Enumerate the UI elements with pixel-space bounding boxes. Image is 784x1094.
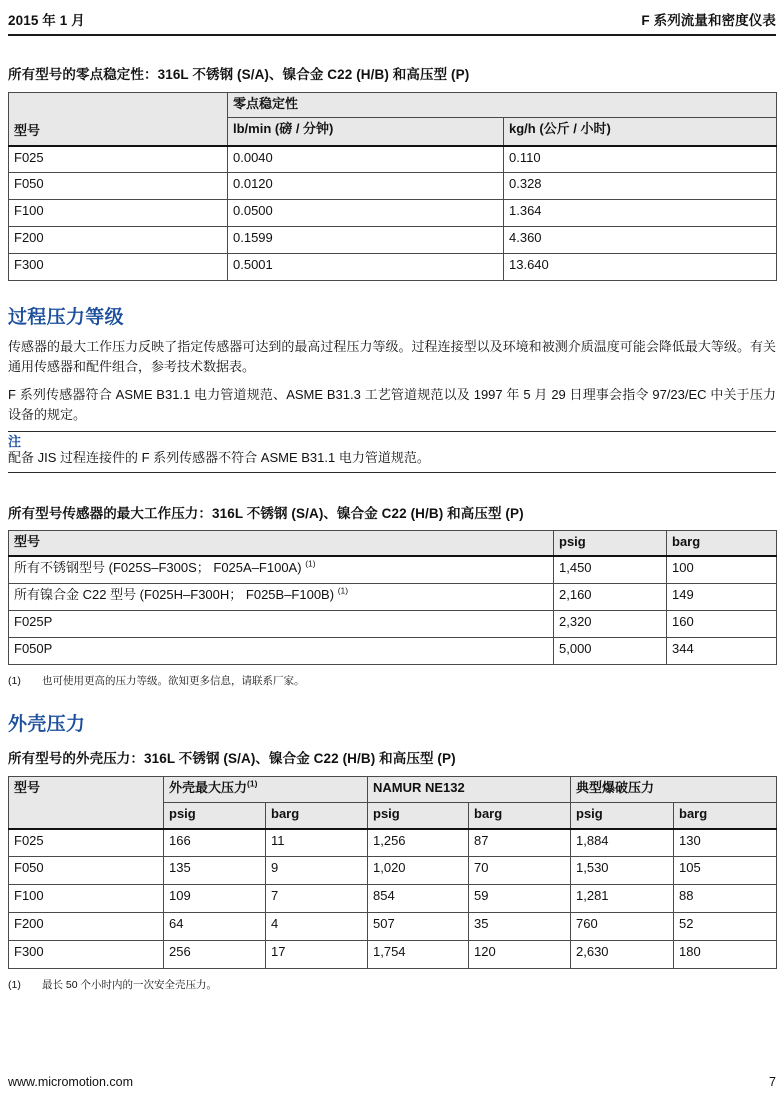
cell-kgh: 0.110: [504, 146, 777, 173]
cell-g3-psig: 1,884: [571, 829, 674, 857]
max-working-pressure-title: 所有型号传感器的最大工作压力：316L 不锈钢 (S/A)、镍合金 C22 (H/B) 和高压型 (P): [8, 505, 524, 521]
cell-g1-psig: 135: [164, 857, 266, 885]
col-header-psig: psig: [554, 530, 667, 556]
table-row: [9, 173, 777, 200]
cell-g3-psig: 1,530: [571, 857, 674, 885]
cell-g2-barg: 87: [469, 829, 571, 857]
cell-psig: 2,320: [554, 610, 667, 637]
model-text: 所有不锈钢型号 (F025S–F300S； F025A–F100A): [14, 560, 302, 576]
cell-g1-barg: 11: [266, 829, 368, 857]
cell-g1-psig: 166: [164, 829, 266, 857]
col-header-model: 型号: [9, 93, 228, 146]
group-header-namur: NAMUR NE132: [368, 777, 571, 803]
cell-g2-barg: 70: [469, 857, 571, 885]
process-pressure-para1: 传感器的最大工作压力反映了指定传感器可达到的最高过程压力等级。过程连接型以及环境和被测介质温度可能会降低最大等级。有关通用传感器和配件组合，参考技术数据表。: [8, 339, 776, 375]
cell-model: F300: [9, 254, 228, 281]
table-row: [9, 583, 777, 610]
footnote-2: [8, 979, 776, 993]
cell-g2-barg: 120: [469, 941, 571, 969]
section-heading-process-pressure: 过程压力等级: [8, 307, 124, 328]
table-row: [9, 637, 777, 664]
cell-g2-psig: 1,256: [368, 829, 469, 857]
table-row: [9, 610, 777, 637]
table-row: [9, 146, 777, 173]
cell-lbmin: 0.0120: [228, 173, 504, 200]
housing-pressure-table: [8, 776, 777, 969]
cell-model: F300: [9, 941, 164, 969]
col-header-barg: barg: [667, 530, 777, 556]
footnote-ref: (1): [337, 585, 349, 596]
cell-psig: 1,450: [554, 556, 667, 583]
cell-model: F200: [9, 913, 164, 941]
zero-stability-title: 所有型号的零点稳定性：316L 不锈钢 (S/A)、镍合金 C22 (H/B) 和高压型 (P): [8, 67, 470, 82]
note-block: [8, 431, 776, 473]
cell-barg: 344: [667, 637, 777, 664]
col-header-barg: barg: [266, 803, 368, 829]
table-row: [9, 857, 777, 885]
cell-model: F025: [9, 829, 164, 857]
cell-g1-psig: 256: [164, 941, 266, 969]
cell-g1-psig: 109: [164, 885, 266, 913]
cell-lbmin: 0.0500: [228, 200, 504, 227]
cell-g2-psig: 507: [368, 913, 469, 941]
footnote-ref: (1): [247, 779, 258, 790]
group1-text: 外壳最大压力: [169, 780, 248, 796]
footnote-marker: (1): [8, 979, 21, 992]
cell-model: F200: [9, 227, 228, 254]
header-doc-title: F 系列流量和密度仪表: [641, 13, 776, 28]
col-header-model: 型号: [9, 777, 164, 829]
cell-psig: 5,000: [554, 637, 667, 664]
note-label: 注: [8, 433, 22, 449]
cell-model: F100: [9, 885, 164, 913]
cell-g3-barg: 52: [674, 913, 777, 941]
cell-g2-barg: 59: [469, 885, 571, 913]
table-row: [9, 254, 777, 281]
cell-model: F050: [9, 857, 164, 885]
cell-model: F100: [9, 200, 228, 227]
cell-kgh: 13.640: [504, 254, 777, 281]
cell-g3-barg: 180: [674, 941, 777, 969]
cell-g3-barg: 105: [674, 857, 777, 885]
col-header-barg: barg: [674, 803, 777, 829]
table-row: [9, 913, 777, 941]
model-text: 所有镍合金 C22 型号 (F025H–F300H； F025B–F100B): [14, 586, 335, 602]
cell-g3-barg: 88: [674, 885, 777, 913]
table-row: [9, 556, 777, 583]
table-row: [9, 941, 777, 969]
col-header-kgh: kg/h (公斤 / 小时): [504, 118, 777, 146]
cell-g2-barg: 35: [469, 913, 571, 941]
cell-g3-psig: 1,281: [571, 885, 674, 913]
zero-stability-table: [8, 92, 777, 281]
cell-model: F025: [9, 146, 228, 173]
page-footer: [8, 1075, 776, 1089]
cell-g3-psig: 2,630: [571, 941, 674, 969]
cell-g2-psig: 854: [368, 885, 469, 913]
cell-barg: 160: [667, 610, 777, 637]
cell-kgh: 1.364: [504, 200, 777, 227]
table-row: [9, 829, 777, 857]
footer-page-number: 7: [769, 1075, 776, 1089]
table-row: [9, 200, 777, 227]
footer-url: www.micromotion.com: [8, 1075, 134, 1089]
cell-g1-barg: 9: [266, 857, 368, 885]
cell-psig: 2,160: [554, 583, 667, 610]
note-text: 配备 JIS 过程连接件的 F 系列传感器不符合 ASME B31.1 电力管道规范。: [8, 449, 430, 465]
cell-barg: 149: [667, 583, 777, 610]
cell-lbmin: 0.0040: [228, 146, 504, 173]
cell-g2-psig: 1,754: [368, 941, 469, 969]
group-header-burst: 典型爆破压力: [571, 777, 777, 803]
footnote-marker: (1): [8, 674, 21, 687]
cell-g1-barg: 4: [266, 913, 368, 941]
cell-model: [9, 583, 554, 610]
footnote-ref: (1): [305, 558, 316, 569]
cell-kgh: 0.328: [504, 173, 777, 200]
header-date: 2015 年 1 月: [8, 13, 85, 28]
col-header-psig: psig: [164, 803, 266, 829]
cell-model: F050P: [9, 637, 554, 664]
footnote-1: [8, 675, 776, 689]
cell-model: F025P: [9, 610, 554, 637]
group-header-housing-max: [164, 777, 368, 803]
cell-g1-barg: 17: [266, 941, 368, 969]
col-header-lbmin: lb/min (磅 / 分钟): [228, 118, 504, 146]
cell-model: [9, 556, 554, 583]
housing-pressure-title: 所有型号的外壳压力：316L 不锈钢 (S/A)、镍合金 C22 (H/B) 和高压型 (P): [8, 751, 456, 767]
cell-lbmin: 0.1599: [228, 227, 504, 254]
table-row: [9, 227, 777, 254]
section-heading-housing-pressure: 外壳压力: [8, 714, 86, 736]
cell-g1-psig: 64: [164, 913, 266, 941]
group-header-zero-stability: 零点稳定性: [228, 93, 777, 118]
table-row: [9, 885, 777, 913]
col-header-barg: barg: [469, 803, 571, 829]
cell-kgh: 4.360: [504, 227, 777, 254]
max-working-pressure-table: [8, 530, 777, 665]
cell-g3-barg: 130: [674, 829, 777, 857]
col-header-psig: psig: [368, 803, 469, 829]
cell-g3-psig: 760: [571, 913, 674, 941]
col-header-psig: psig: [571, 803, 674, 829]
page-header: [8, 0, 776, 36]
footnote-text: 也可使用更高的压力等级。欲知更多信息，请联系厂家。: [42, 674, 305, 687]
cell-barg: 100: [667, 556, 777, 583]
cell-model: F050: [9, 173, 228, 200]
footnote-text: 最长 50 个小时内的一次安全壳压力。: [42, 979, 218, 992]
cell-lbmin: 0.5001: [228, 254, 504, 281]
process-pressure-para2: F 系列传感器符合 ASME B31.1 电力管道规范、ASME B31.3 工艺管道规范以及 1997 年 5 月 29 日理事会指令 97/23/EC 中关于压力设备的规定。: [8, 387, 776, 423]
cell-g2-psig: 1,020: [368, 857, 469, 885]
cell-g1-barg: 7: [266, 885, 368, 913]
col-header-model: 型号: [9, 530, 554, 556]
